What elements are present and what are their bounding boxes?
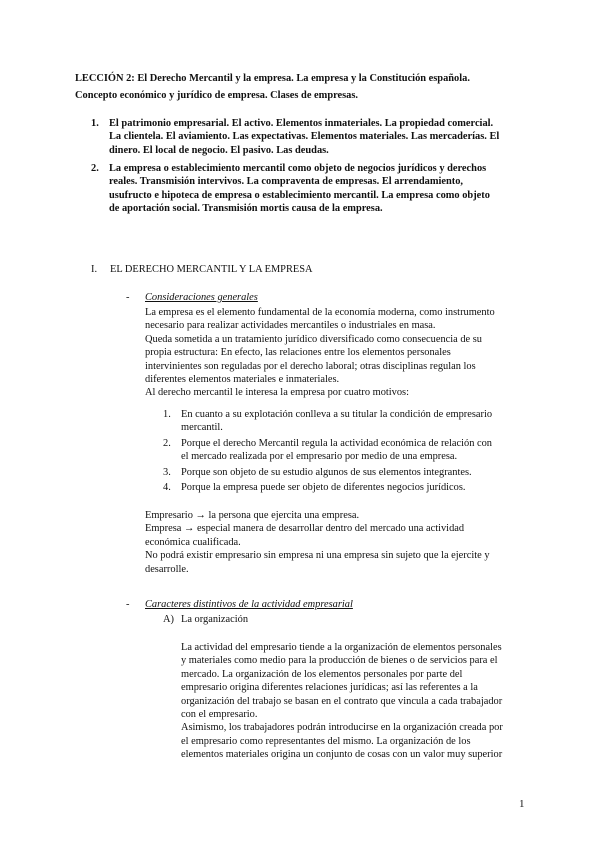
paragraph-line: necesario para realizar actividades mercantiles o industriales en masa.	[145, 320, 436, 332]
paragraph-line: intervinientes son reguladas por el derecho laboral; otras disciplinas regulan los	[145, 360, 476, 372]
reason-item-3	[181, 466, 472, 479]
paragraph-line: el empresario como representantes del mismo. La organización de los	[181, 735, 471, 747]
reason-number-2: 2.	[163, 438, 171, 449]
reason-line: Porque la empresa puede ser objeto de diferentes negocios jurídicos.	[181, 482, 466, 493]
reason-line: mercantil.	[181, 422, 223, 434]
subsection-2-bullet: -	[126, 599, 130, 610]
reason-item-1	[181, 408, 492, 435]
definition-line: Empresario → la persona que ejercita una empresa.	[145, 510, 360, 521]
subsection-2-paragraph	[181, 641, 503, 762]
outline-number-2: 2.	[91, 163, 99, 174]
reason-line: el mercado realizada por el empresario por medio de una empresa.	[181, 451, 458, 463]
reason-item-2	[181, 437, 492, 464]
subsection-1-title: Consideraciones generales	[145, 292, 258, 303]
paragraph-line: organización del trabajo se basan en el contrato que vincula a cada trabajador	[181, 695, 503, 707]
item-a-title: La organización	[181, 614, 249, 625]
outline-item-1-line: El patrimonio empresarial. El activo. Elementos inmateriales. La propiedad comercial.	[109, 118, 494, 129]
reason-line: Porque son objeto de su estudio algunos de sus elementos integrantes.	[181, 467, 472, 478]
outline-item-2-line: de aportación social. Transmisión mortis causa de la empresa.	[109, 203, 383, 215]
definitions-block	[145, 509, 490, 576]
outline-item-2-line: La empresa o establecimiento mercantil como objeto de negocios jurídicos y derechos	[109, 163, 487, 174]
definition-line: Empresa → especial manera de desarrollar dentro del mercado una actividad	[145, 523, 465, 535]
paragraph-line: elementos materiales origina un conjunto de cosas con un valor muy superior	[181, 749, 503, 761]
paragraph-line: La actividad del empresario tiende a la organización de elementos personales	[181, 642, 502, 653]
reason-line: Porque el derecho Mercantil regula la actividad económica de relación con	[181, 438, 492, 449]
paragraph-line: mercado. La organización de los elementos personales por parte del	[181, 668, 463, 680]
definition-line: No podrá existir empresario sin empresa ni una empresa sin sujeto que la ejercite y	[145, 550, 490, 562]
subsection-1-bullet: -	[126, 292, 130, 303]
outline-item-1	[109, 117, 499, 157]
outline-number-1: 1.	[91, 118, 99, 129]
reason-number-1: 1.	[163, 409, 171, 420]
paragraph-line: La empresa es el elemento fundamental de la economía moderna, como instrumento	[145, 307, 495, 318]
outline-item-1-line: La clientela. El aviamiento. Las expectativas. Elementos materiales. Las mercaderías. El	[109, 131, 500, 143]
subsection-2-title: Caracteres distintivos de la actividad empresarial	[145, 599, 353, 610]
paragraph-line: empresario origina diferentes relaciones jurídicas; así las referentes a la	[181, 682, 478, 694]
section-number: I.	[91, 264, 98, 275]
subsection-1-paragraph	[145, 306, 495, 400]
paragraph-line: Al derecho mercantil le interesa la empresa por cuatro motivos:	[145, 387, 409, 399]
reason-item-4	[181, 481, 466, 494]
outline-item-2-line: usufructo e hipoteca de empresa o establecimiento mercantil. La empresa como objeto	[109, 189, 490, 201]
paragraph-line: y materiales como medio para la producción de bienes o de servicios para el	[181, 655, 498, 667]
lesson-title-line-1: LECCIÓN 2: El Derecho Mercantil y la empresa. La empresa y la Constitución española.	[75, 73, 470, 84]
reason-line: En cuanto a su explotación conlleva a su titular la condición de empresario	[181, 409, 493, 420]
outline-item-1-line: dinero. El local de negocio. El pasivo. Las deudas.	[109, 144, 329, 156]
item-a-label: A)	[163, 614, 174, 625]
outline-item-2	[109, 162, 490, 216]
reason-number-3: 3.	[163, 467, 171, 478]
reason-number-4: 4.	[163, 482, 171, 493]
paragraph-line: Queda sometida a un tratamiento jurídico diversificado como consecuencia de su	[145, 333, 483, 345]
paragraph-line: con el empresario.	[181, 709, 258, 721]
outline-item-2-line: reales. Transmisión intervivos. La compraventa de empresas. El arrendamiento,	[109, 176, 464, 188]
definition-line: desarrolle.	[145, 563, 189, 575]
section-heading: EL DERECHO MERCANTIL Y LA EMPRESA	[110, 264, 313, 275]
page-number: 1	[519, 798, 525, 810]
paragraph-line: Asimismo, los trabajadores podrán introducirse en la organización creada por	[181, 722, 503, 734]
paragraph-line: propia estructura: En efecto, las relaciones entre los elementos personales	[145, 347, 451, 359]
paragraph-line: diferentes elementos materiales e inmateriales.	[145, 374, 340, 386]
lesson-title-line-2: Concepto económico y jurídico de empresa. Clases de empresas.	[75, 90, 359, 101]
definition-line: económica cualificada.	[145, 536, 241, 548]
